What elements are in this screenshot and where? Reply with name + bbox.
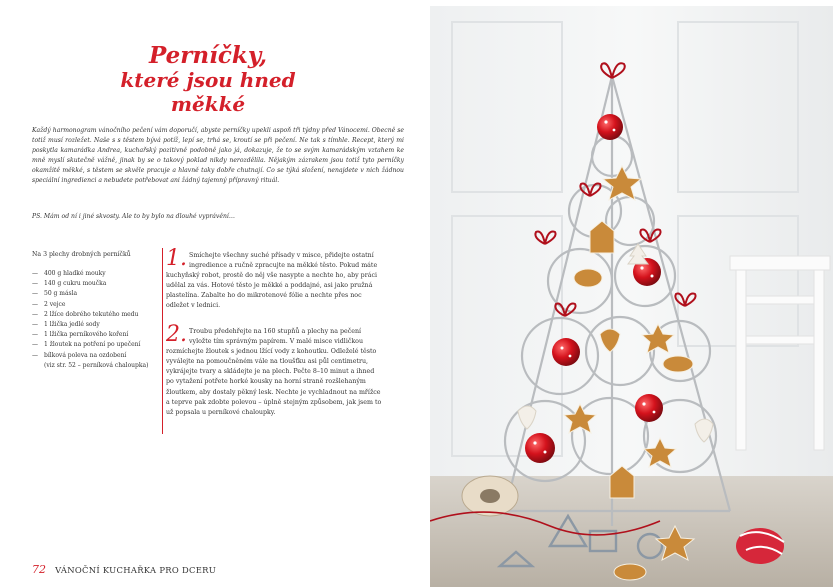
- page-footer: [32, 558, 216, 577]
- intro-paragraph: Každý harmonogram vánočního pečení vám doporučí, abyste perníčky upekli aspoň tři týdny před Vánocemi. Obecně se totiž musí rozležet. Naše s s těstem bývá potíž, lepí se, trhá se, kroutí se při pečení. Ne tak s tímhle. Recept, který mi poskytla kamarádka Andrea, kuchařský pozitivně podobně jako já, dokazuje, že to se svým kamarádským vztahem ke mně myslí skutečně vážně, jinak by se o takový poklad nikdy nerozdělila. Nějakým zázrakem jsou totiž tyto perníčky okamžitě měkké, s těstem se skvěle pracuje a hlavně taky dobře chutnají. Co se týká složení, nenajdete v nich žádnou speciální ingredienci a nebudete potřebovat ani žádný tajemný přípravný rituál.: [32, 127, 404, 185]
- page-number: 72: [32, 563, 46, 576]
- step-2: [166, 322, 384, 418]
- step-1: [166, 246, 384, 312]
- ingredient-item: — 50 g másla: [32, 290, 78, 298]
- book-title: VÁNOČNÍ KUCHAŘKA PRO DCERU: [55, 565, 217, 575]
- ingredients-list: [32, 269, 162, 370]
- ingredient-item: — bílková poleva na ozdobení: [32, 351, 127, 359]
- photo-illustration: [430, 6, 833, 587]
- ingredients-heading: Na 3 plechy drobných perníčků: [32, 251, 131, 258]
- ingredient-item: — 400 g hladké mouky: [32, 270, 106, 277]
- gingerbread-tree-photo: [430, 6, 833, 587]
- ingredient-note: (viz str. 52 – perníková chaloupka): [44, 361, 149, 369]
- step-number: 2.: [166, 322, 187, 347]
- postscript: PS. Mám od ní i jiné skvosty. Ale to by bylo na dlouhé vyprávění…: [32, 213, 235, 220]
- ingredient-item: — 2 vejce: [32, 300, 66, 308]
- ingredient-item: — 1 žloutek na potření po upečení: [32, 341, 141, 349]
- step-text: Smíchejte všechny suché přísady v misce, přidejte ostatní ingredience a ručně zpracujte na měkké těsto. Pokud máte kuchyňský robot, prostě do něj vše nasypte a nechte ho, aby práci udělal za vás. Hotové těsto je měkké a poddajné, asi jako pružná plastelína. Zabalte ho do mikrotenové fólie a nechte přes noc odležet v lednici.: [166, 252, 378, 310]
- recipe-title-line1: Perníčky,: [149, 42, 267, 69]
- ingredient-item: — 1 lžička perníkového koření: [32, 331, 129, 339]
- recipe-title-line2: které jsou hned měkké: [120, 68, 296, 116]
- step-number: 1.: [166, 246, 187, 271]
- ingredient-item: — 1 lžička jedlé sody: [32, 320, 100, 328]
- step-text: Troubu předehřejte na 160 stupňů a plechy na pečení vyložte tím správným papírem. V malé misce vidličkou rozmíchejte žloutek s jednou lžící vody z kohoutku. Odleželé těsto vyválejte na pomoučněném válе na tloušťku asi půl centimetru, vykrájejte tvary a skládejte je na plech. Pečte 8–10 minut a ihned po vytažení potřete horké kousky na horní straně rozšlehaným žloutkem, aby dostaly pěkný lesk. Nechte je vychladnout na mřížce a teprve pak zdobte polevou – úplně stejným způsobem, jak jsem to už popsala u perníkové chaloupky.: [166, 328, 382, 416]
- recipe-title: [108, 44, 308, 116]
- ingredient-item: — 2 lžíce dobrého tekutého medu: [32, 310, 139, 318]
- ingredient-item: — 140 g cukru moučka: [32, 280, 107, 288]
- column-divider: [162, 248, 163, 434]
